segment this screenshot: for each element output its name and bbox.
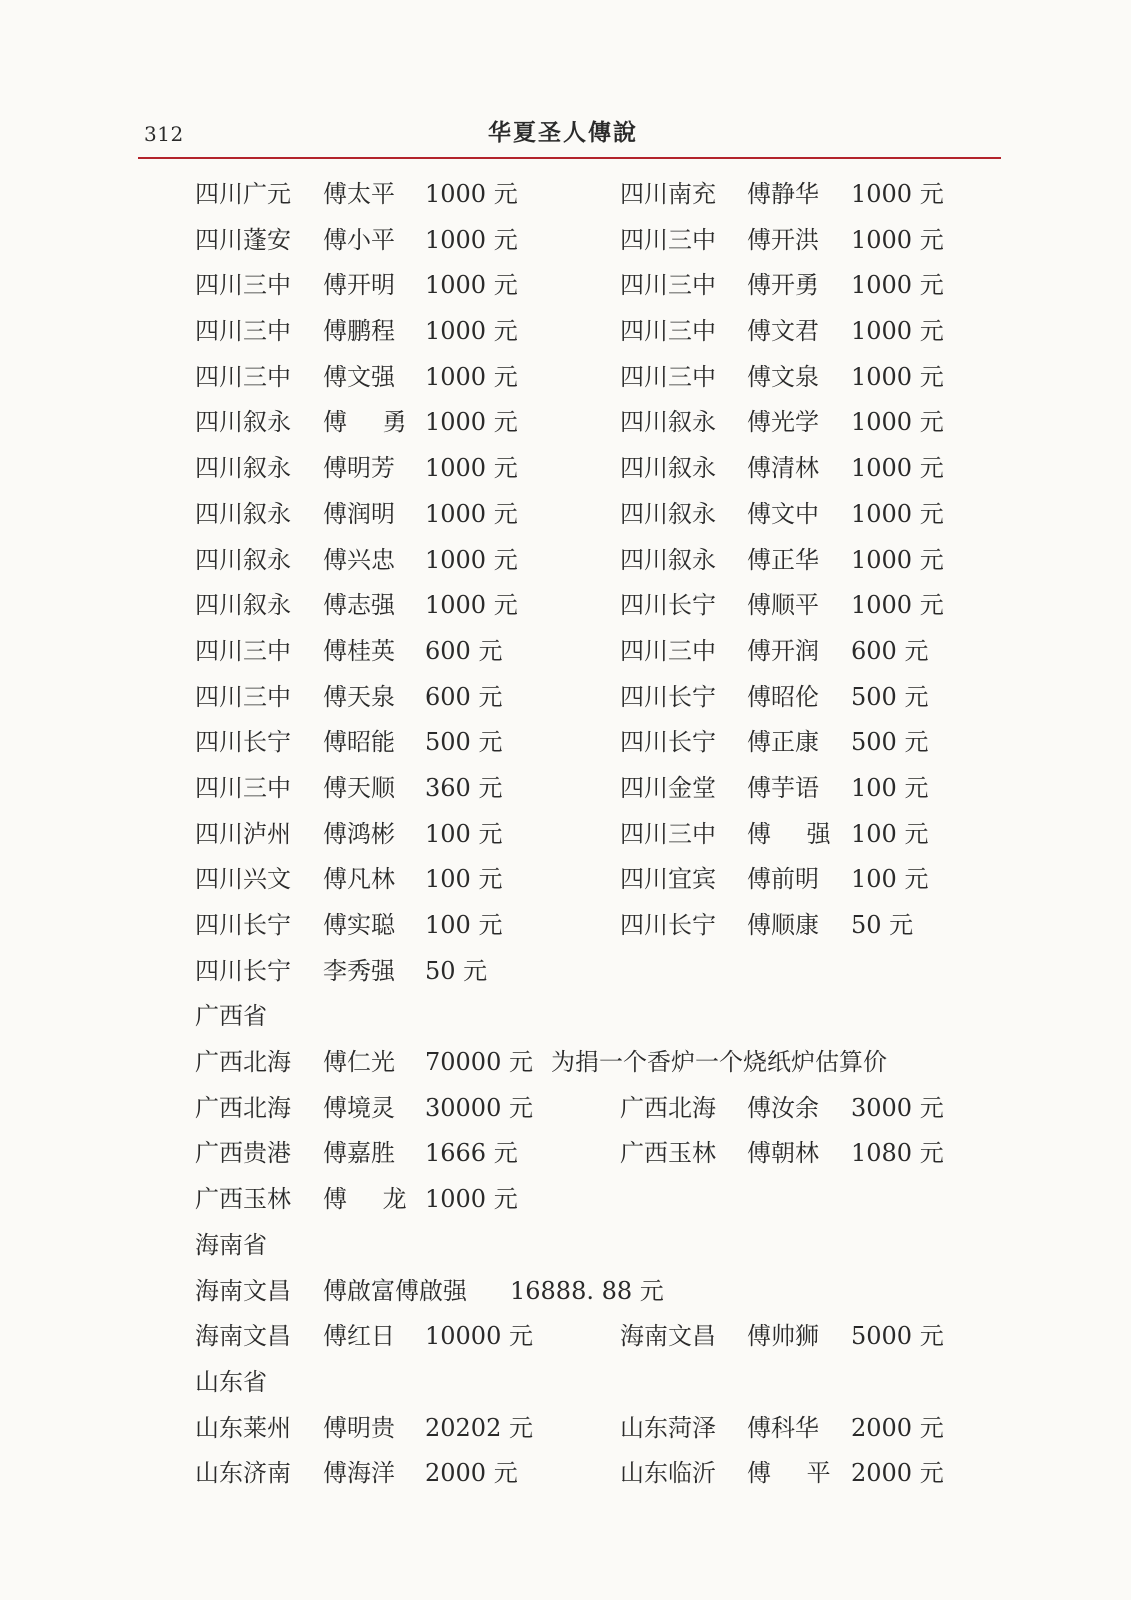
- donor-name: 傅科华: [747, 1413, 819, 1442]
- donor-place: 四川长宁: [195, 911, 291, 939]
- donation-amount: 1000 元: [425, 225, 518, 254]
- donation-amount: 100 元: [425, 819, 503, 848]
- donor-place: 四川兴文: [195, 865, 291, 894]
- donation-amount: 500 元: [851, 728, 929, 757]
- donor-list: [195, 172, 975, 1497]
- donor-row: [195, 1406, 975, 1452]
- donation-amount: 30000 元: [425, 1093, 533, 1122]
- donation-amount: 2000 元: [851, 1413, 944, 1442]
- donor-row: [195, 218, 975, 264]
- donor-place: 四川蓬安: [195, 225, 291, 254]
- province-heading: [195, 994, 975, 1040]
- donation-amount: 70000 元: [425, 1048, 533, 1077]
- donation-amount: 360 元: [425, 773, 503, 802]
- donation-amount: 1000 元: [851, 225, 944, 254]
- donor-place: 海南文昌: [195, 1322, 291, 1351]
- donation-amount: 1000 元: [425, 408, 518, 437]
- donor-row: [195, 583, 975, 629]
- donor-place: 广西北海: [620, 1093, 716, 1122]
- donor-place: 海南文昌: [195, 1276, 291, 1305]
- donor-row: [195, 1314, 975, 1360]
- donor-name: 傅啟富傅啟强: [323, 1276, 467, 1305]
- donor-name: 傅天泉: [323, 682, 395, 711]
- donation-amount: 1000 元: [425, 362, 518, 391]
- donor-row: [195, 1177, 975, 1223]
- donation-amount: 1000 元: [425, 317, 518, 346]
- donor-name: 傅太平: [323, 180, 395, 208]
- donation-amount: 1000 元: [425, 454, 518, 483]
- donor-place: 四川泸州: [195, 819, 291, 848]
- donor-name: 傅兴忠: [323, 545, 395, 574]
- donor-name: 傅小平: [323, 225, 395, 254]
- donation-amount: 500 元: [851, 682, 929, 711]
- page-number: 312: [144, 122, 184, 146]
- donor-place: 山东临沂: [620, 1459, 716, 1488]
- donation-note: 为捐一个香炉一个烧纸炉估算价: [551, 1048, 887, 1077]
- donor-place: 四川叙永: [195, 499, 291, 528]
- donor-place: 广西北海: [195, 1048, 291, 1077]
- donation-amount: 50 元: [425, 956, 488, 985]
- donor-name: 傅芋语: [747, 773, 819, 802]
- donor-name: 傅志强: [323, 591, 395, 620]
- donor-place: 四川叙永: [195, 408, 291, 437]
- donor-place: 四川三中: [620, 271, 716, 300]
- donation-amount: 2000 元: [425, 1459, 518, 1488]
- donor-place: 四川三中: [620, 819, 716, 848]
- donor-row: [195, 172, 975, 218]
- donor-row: [195, 675, 975, 721]
- donor-row: [195, 538, 975, 584]
- donor-name: 傅光学: [747, 408, 819, 437]
- donor-name: 傅文中: [747, 499, 819, 528]
- donation-amount: 1000 元: [425, 1185, 518, 1214]
- donation-amount: 1000 元: [851, 317, 944, 346]
- donor-name: 傅顺康: [747, 911, 819, 939]
- donor-name: 傅开洪: [747, 225, 819, 254]
- donor-name: 李秀强: [323, 956, 395, 985]
- donor-place: 四川三中: [195, 362, 291, 391]
- donation-amount: 100 元: [851, 819, 929, 848]
- donor-name: 傅红日: [323, 1322, 395, 1351]
- donor-row: [195, 857, 975, 903]
- donor-name: 傅顺平: [747, 591, 819, 620]
- donor-place: 广西北海: [195, 1093, 291, 1122]
- donor-name: 傅 龙: [323, 1185, 421, 1214]
- donation-amount: 10000 元: [425, 1322, 533, 1351]
- donation-amount: 1000 元: [425, 180, 518, 208]
- donation-amount: 100 元: [851, 865, 929, 894]
- donor-place: 四川三中: [195, 317, 291, 346]
- donation-amount: 2000 元: [851, 1459, 944, 1488]
- donation-amount: 50 元: [851, 911, 914, 939]
- donor-row: [195, 309, 975, 355]
- donation-amount: 100 元: [425, 911, 503, 939]
- donor-name: 傅 强: [747, 819, 845, 848]
- donation-amount: 1000 元: [425, 591, 518, 620]
- donor-place: 广西玉林: [620, 1139, 716, 1168]
- donor-name: 傅境灵: [323, 1093, 395, 1122]
- donor-row: [195, 263, 975, 309]
- donor-name: 傅文君: [747, 317, 819, 346]
- donation-amount: 1000 元: [851, 591, 944, 620]
- donor-row: [195, 766, 975, 812]
- province-label: 山东省: [195, 1367, 267, 1396]
- province-heading: [195, 1223, 975, 1269]
- donor-place: 四川宜宾: [620, 865, 716, 894]
- donor-row: [195, 446, 975, 492]
- donor-place: 四川广元: [195, 180, 291, 208]
- donation-amount: 500 元: [425, 728, 503, 757]
- donor-name: 傅嘉胜: [323, 1139, 395, 1168]
- donor-place: 四川三中: [195, 682, 291, 711]
- donor-name: 傅帅狮: [747, 1322, 819, 1351]
- donation-amount: 16888. 88 元: [510, 1276, 664, 1305]
- donation-amount: 100 元: [851, 773, 929, 802]
- donor-place: 四川叙永: [620, 454, 716, 483]
- donor-place: 山东济南: [195, 1459, 291, 1488]
- donor-place: 四川三中: [195, 271, 291, 300]
- province-heading: [195, 1360, 975, 1406]
- donor-place: 四川金堂: [620, 773, 716, 802]
- donor-place: 四川三中: [620, 362, 716, 391]
- donation-amount: 600 元: [425, 682, 503, 711]
- donation-amount: 1000 元: [425, 545, 518, 574]
- donor-name: 傅明贵: [323, 1413, 395, 1442]
- donor-name: 傅前明: [747, 865, 819, 894]
- donor-place: 四川三中: [195, 636, 291, 665]
- donor-place: 四川叙永: [620, 408, 716, 437]
- donor-place: 四川长宁: [620, 728, 716, 757]
- donor-name: 傅 勇: [323, 408, 421, 437]
- donor-name: 傅文泉: [747, 362, 819, 391]
- donor-place: 四川长宁: [620, 591, 716, 620]
- donor-place: 四川南充: [620, 180, 716, 208]
- donor-place: 山东菏泽: [620, 1413, 716, 1442]
- donor-name: 傅昭伦: [747, 682, 819, 711]
- donor-place: 四川叙永: [195, 545, 291, 574]
- donation-amount: 1000 元: [851, 499, 944, 528]
- donor-name: 傅汝余: [747, 1093, 819, 1122]
- donation-amount: 20202 元: [425, 1413, 533, 1442]
- donation-amount: 1080 元: [851, 1139, 944, 1168]
- donor-row: [195, 1040, 975, 1086]
- donor-place: 广西玉林: [195, 1185, 291, 1214]
- donor-place: 四川叙永: [620, 499, 716, 528]
- province-label: 海南省: [195, 1230, 267, 1259]
- donation-amount: 1000 元: [851, 271, 944, 300]
- donor-name: 傅正康: [747, 728, 819, 757]
- donor-name: 傅文强: [323, 362, 395, 391]
- donor-row: [195, 629, 975, 675]
- donation-amount: 600 元: [851, 636, 929, 665]
- donor-row: [195, 1086, 975, 1132]
- donor-row: [195, 355, 975, 401]
- donor-name: 傅桂英: [323, 636, 395, 665]
- donor-place: 四川三中: [620, 317, 716, 346]
- donation-amount: 1000 元: [851, 454, 944, 483]
- donor-name: 傅正华: [747, 545, 819, 574]
- donation-amount: 1000 元: [851, 408, 944, 437]
- donor-name: 傅鹏程: [323, 317, 395, 346]
- donation-amount: 100 元: [425, 865, 503, 894]
- donor-place: 四川三中: [620, 225, 716, 254]
- donation-amount: 600 元: [425, 636, 503, 665]
- donation-amount: 1666 元: [425, 1139, 518, 1168]
- donor-name: 傅仁光: [323, 1048, 395, 1077]
- donor-place: 四川长宁: [620, 682, 716, 711]
- donor-name: 傅朝林: [747, 1139, 819, 1168]
- donor-name: 傅海洋: [323, 1459, 395, 1488]
- donor-place: 四川长宁: [620, 911, 716, 939]
- donation-amount: 1000 元: [851, 180, 944, 208]
- donation-amount: 1000 元: [425, 271, 518, 300]
- donor-place: 四川长宁: [195, 956, 291, 985]
- donation-amount: 1000 元: [425, 499, 518, 528]
- page-header: [138, 108, 1001, 156]
- donor-name: 傅润明: [323, 499, 395, 528]
- donor-row: [195, 812, 975, 858]
- donor-name: 傅 平: [747, 1459, 845, 1488]
- donation-amount: 1000 元: [851, 362, 944, 391]
- donor-place: 四川叙永: [195, 454, 291, 483]
- donor-place: 四川三中: [620, 636, 716, 665]
- donor-place: 四川叙永: [620, 545, 716, 574]
- donor-row: [195, 492, 975, 538]
- donor-name: 傅实聪: [323, 911, 395, 939]
- donor-name: 傅清林: [747, 454, 819, 483]
- donor-place: 广西贵港: [195, 1139, 291, 1168]
- book-title: 华夏圣人傳說: [488, 120, 638, 146]
- donor-name: 傅鸿彬: [323, 819, 395, 848]
- donation-amount: 5000 元: [851, 1322, 944, 1351]
- donor-name: 傅开勇: [747, 271, 819, 300]
- donor-place: 四川长宁: [195, 728, 291, 757]
- header-divider: [138, 157, 1001, 159]
- province-label: 广西省: [195, 1002, 267, 1031]
- donor-name: 傅开润: [747, 636, 819, 665]
- donor-row: [195, 949, 975, 995]
- donor-row: [195, 720, 975, 766]
- donor-place: 四川叙永: [195, 591, 291, 620]
- donor-name: 傅昭能: [323, 728, 395, 757]
- donor-name: 傅天顺: [323, 773, 395, 802]
- donor-name: 傅明芳: [323, 454, 395, 483]
- donor-row: [195, 400, 975, 446]
- donor-row: [195, 1269, 975, 1315]
- donor-name: 傅开明: [323, 271, 395, 300]
- donor-row: [195, 1451, 975, 1497]
- donation-amount: 3000 元: [851, 1093, 944, 1122]
- donor-place: 四川三中: [195, 773, 291, 802]
- donor-name: 傅凡林: [323, 865, 395, 894]
- donor-place: 海南文昌: [620, 1322, 716, 1351]
- donation-amount: 1000 元: [851, 545, 944, 574]
- donor-name: 傅静华: [747, 180, 819, 208]
- donor-place: 山东莱州: [195, 1413, 291, 1442]
- donor-row: [195, 1131, 975, 1177]
- donor-row: [195, 903, 975, 949]
